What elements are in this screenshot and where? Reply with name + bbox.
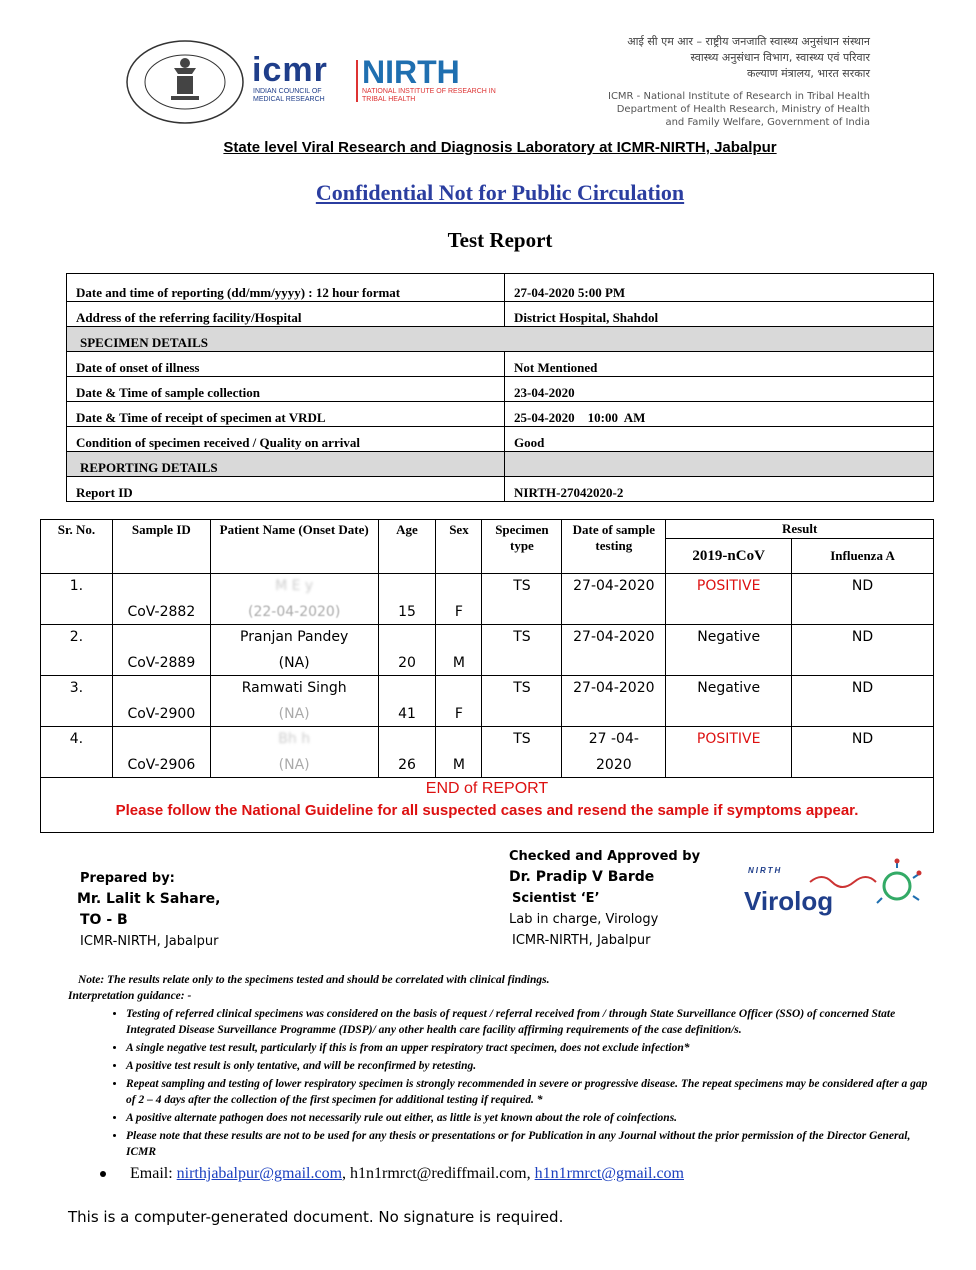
- interpretation-heading: Interpretation guidance: -: [68, 990, 192, 1002]
- col-header-patient: Patient Name (Onset Date): [210, 520, 378, 574]
- onset-label: Date of onset of illness: [67, 352, 505, 377]
- receipt-value: 25-04-2020 10:00 AM: [505, 402, 934, 427]
- end-of-report: END of REPORT: [425, 780, 549, 797]
- approved-by-name: Dr. Pradip V Barde: [509, 869, 655, 885]
- col-header-ncov: 2019-nCoV: [666, 539, 792, 574]
- email-label: Email:: [130, 1165, 173, 1182]
- col-header-sample-id: Sample ID: [112, 520, 210, 574]
- email-link-nirth[interactable]: nirthjabalpur@gmail.com: [176, 1165, 343, 1182]
- testing-date: 27-04-2020: [573, 578, 655, 594]
- approved-by-org: ICMR-NIRTH, Jabalpur: [512, 933, 651, 948]
- note-line: Note: The results relate only to the specimens tested and should be correlated with clinical findings.: [78, 974, 550, 986]
- patient-name: Bh h: [278, 731, 311, 747]
- col-header-sr: Sr. No.: [41, 520, 113, 574]
- collection-value: 23-04-2020: [505, 377, 934, 402]
- virology-logo-word: Virolog: [744, 886, 834, 916]
- report-title: Test Report: [447, 228, 553, 252]
- prepared-by-org: ICMR-NIRTH, Jabalpur: [80, 934, 219, 949]
- guidance-item: • Repeat sampling and testing of lower respiratory specimen is strongly recommended in severe or progressive disease. The repeat specimens may be considered after a gap of 2 – 4 days after the collection of the first specimen for additional testing if required. *: [126, 1076, 928, 1108]
- col-header-result: Result: [666, 520, 934, 539]
- sr-no: 4.: [69, 731, 84, 747]
- flu-result: ND: [851, 629, 874, 645]
- condition-value: Good: [505, 427, 934, 452]
- col-header-sex: Sex: [436, 520, 482, 574]
- nirth-subtitle: NATIONAL INSTITUTE OF RESEARCH IN TRIBAL HEALTH: [362, 88, 496, 103]
- col-header-date: Date of sample testing: [562, 520, 666, 574]
- approved-by-role: Lab in charge, Virology: [509, 912, 659, 927]
- testing-date-year: 2020: [596, 757, 632, 773]
- guidance-item: • Testing of referred clinical specimens was considered on the basis of request / referral received from / through State Surveillance Officer (SSO) of concerned State Integrated Disease Surveillance Programme (IDSP)/ any other health care facility affirming requirements of the case definition/s.: [126, 1006, 928, 1038]
- guidance-item: • A positive test result is only tentative, and will be reconfirmed by retesting.: [126, 1058, 928, 1074]
- specimen-section-heading: SPECIMEN DETAILS: [67, 327, 934, 352]
- report-details-table: [66, 273, 934, 502]
- sample-id: CoV-2906: [127, 757, 196, 773]
- onset-date: (NA): [278, 706, 310, 722]
- prepared-by-title: TO - B: [80, 912, 128, 928]
- logo-divider: [356, 60, 358, 102]
- ncov-result: Negative: [697, 629, 761, 645]
- condition-label: Condition of specimen received / Quality on arrival: [67, 427, 505, 452]
- icmr-seal-logo: [124, 38, 246, 126]
- col-header-flu: Influenza A: [792, 539, 934, 574]
- sex: F: [454, 604, 463, 620]
- onset-value: Not Mentioned: [505, 352, 934, 377]
- ncov-result: POSITIVE: [696, 731, 761, 747]
- collection-label: Date & Time of sample collection: [67, 377, 505, 402]
- results-table: [40, 519, 934, 833]
- virology-logo-top: NIRTH: [748, 866, 783, 875]
- patient-name: M E y: [275, 578, 314, 594]
- prepared-by-block: [77, 868, 221, 952]
- lab-title: State level Viral Research and Diagnosis Laboratory at ICMR-NIRTH, Jabalpur: [223, 139, 777, 156]
- table-row: [41, 727, 934, 778]
- patient-name: Ramwati Singh: [241, 680, 347, 696]
- approved-by-title: Scientist ‘E’: [512, 891, 600, 906]
- table-row: [41, 676, 934, 727]
- english-line: ICMR - National Institute of Research in Tribal Health: [608, 91, 870, 102]
- col-header-specimen: Specimen type: [482, 520, 562, 574]
- bullet-icon: [100, 1171, 106, 1177]
- approved-by-block: [509, 846, 700, 951]
- prepared-by-label: Prepared by:: [80, 871, 175, 886]
- reporting-time-label: Date and time of reporting (dd/mm/yyyy) : 12 hour format: [67, 274, 505, 302]
- notes-section: [68, 972, 928, 1162]
- guidance-item: • A positive alternate pathogen does not necessarily rule out either, as little is yet known about the role of coinfections.: [126, 1110, 928, 1126]
- testing-date: 27-04-2020: [573, 629, 655, 645]
- table-row: [41, 625, 934, 676]
- guidance-list: [68, 1006, 928, 1160]
- icmr-logo-text: icmr: [252, 51, 328, 89]
- table-row: [41, 574, 934, 625]
- footer-note: This is a computer-generated document. No signature is required.: [68, 1208, 564, 1226]
- onset-date: (22-04-2020): [248, 604, 341, 620]
- sex: M: [452, 757, 465, 773]
- specimen-type: TS: [513, 629, 531, 645]
- sr-no: 3.: [69, 680, 84, 696]
- sr-no: 1.: [69, 578, 84, 594]
- ncov-result: Negative: [697, 680, 761, 696]
- age: 15: [398, 604, 416, 620]
- address-label: Address of the referring facility/Hospital: [67, 302, 505, 327]
- specimen-type: TS: [513, 731, 531, 747]
- sample-id: CoV-2900: [127, 706, 196, 722]
- receipt-label: Date & Time of receipt of specimen at VRDL: [67, 402, 505, 427]
- ncov-result: POSITIVE: [696, 578, 761, 594]
- onset-date: (NA): [278, 757, 310, 773]
- approved-by-label: Checked and Approved by: [509, 849, 701, 864]
- specimen-type: TS: [513, 578, 531, 594]
- hindi-line: स्वास्थ्य अनुसंधान विभाग, स्वास्थ्य एवं परिवार: [690, 51, 870, 64]
- icmr-subtitle: INDIAN COUNCIL OF MEDICAL RESEARCH: [253, 88, 325, 103]
- testing-date: 27 -04-: [588, 731, 639, 747]
- guidance-item: • Please note that these results are not to be used for any thesis or presentations or for Publication in any Journal without the prior permission of the Director General, ICMR: [126, 1128, 928, 1160]
- english-line: and Family Welfare, Government of India: [665, 117, 870, 128]
- sex: M: [452, 655, 465, 671]
- email-rediff: h1n1rmrct@rediffmail.com: [350, 1165, 527, 1182]
- specimen-type: TS: [513, 680, 531, 696]
- nirth-logo-text: NIRTH: [362, 54, 460, 90]
- report-id-value: NIRTH-27042020-2: [505, 477, 934, 502]
- flu-result: ND: [851, 731, 874, 747]
- report-id-label: Report ID: [67, 477, 505, 502]
- col-header-age: Age: [378, 520, 436, 574]
- virology-logo: [742, 856, 922, 926]
- confidential-heading: Confidential Not for Public Circulation: [315, 180, 685, 205]
- hindi-line: आई सी एम आर – राष्ट्रीय जनजाति स्वास्थ्य अनुसंधान संस्थान: [627, 35, 870, 48]
- english-line: Department of Health Research, Ministry of Health: [616, 104, 870, 115]
- onset-date: (NA): [278, 655, 310, 671]
- institute-address: [490, 34, 870, 129]
- age: 41: [398, 706, 416, 722]
- email-link-gmail[interactable]: h1n1rmrct@gmail.com: [534, 1165, 684, 1182]
- hindi-line: कल्याण मंत्रालय, भारत सरकार: [746, 67, 870, 80]
- sex: F: [454, 706, 463, 722]
- flu-result: ND: [851, 680, 874, 696]
- sample-id: CoV-2882: [127, 604, 196, 620]
- sample-id: CoV-2889: [127, 655, 196, 671]
- guideline-note: Please follow the National Guideline for all suspected cases and resend the sample if symptoms appear.: [115, 802, 859, 819]
- reporting-time-value: 27-04-2020 5:00 PM: [505, 274, 934, 302]
- reporting-section-heading: REPORTING DETAILS: [67, 452, 505, 477]
- email-line: Email: nirthjabalpur@gmail.com, h1n1rmrct@rediffmail.com, h1n1rmrct@gmail.com: [100, 1165, 684, 1183]
- sr-no: 2.: [69, 629, 84, 645]
- age: 20: [398, 655, 416, 671]
- flu-result: ND: [851, 578, 874, 594]
- testing-date: 27-04-2020: [573, 680, 655, 696]
- patient-name: Pranjan Pandey: [240, 629, 349, 645]
- guidance-item: • A single negative test result, particularly if this is from an upper respiratory tract specimen, does not exclude infection*: [126, 1040, 928, 1056]
- prepared-by-name: Mr. Lalit k Sahare,: [77, 891, 221, 907]
- age: 26: [398, 757, 416, 773]
- address-value: District Hospital, Shahdol: [505, 302, 934, 327]
